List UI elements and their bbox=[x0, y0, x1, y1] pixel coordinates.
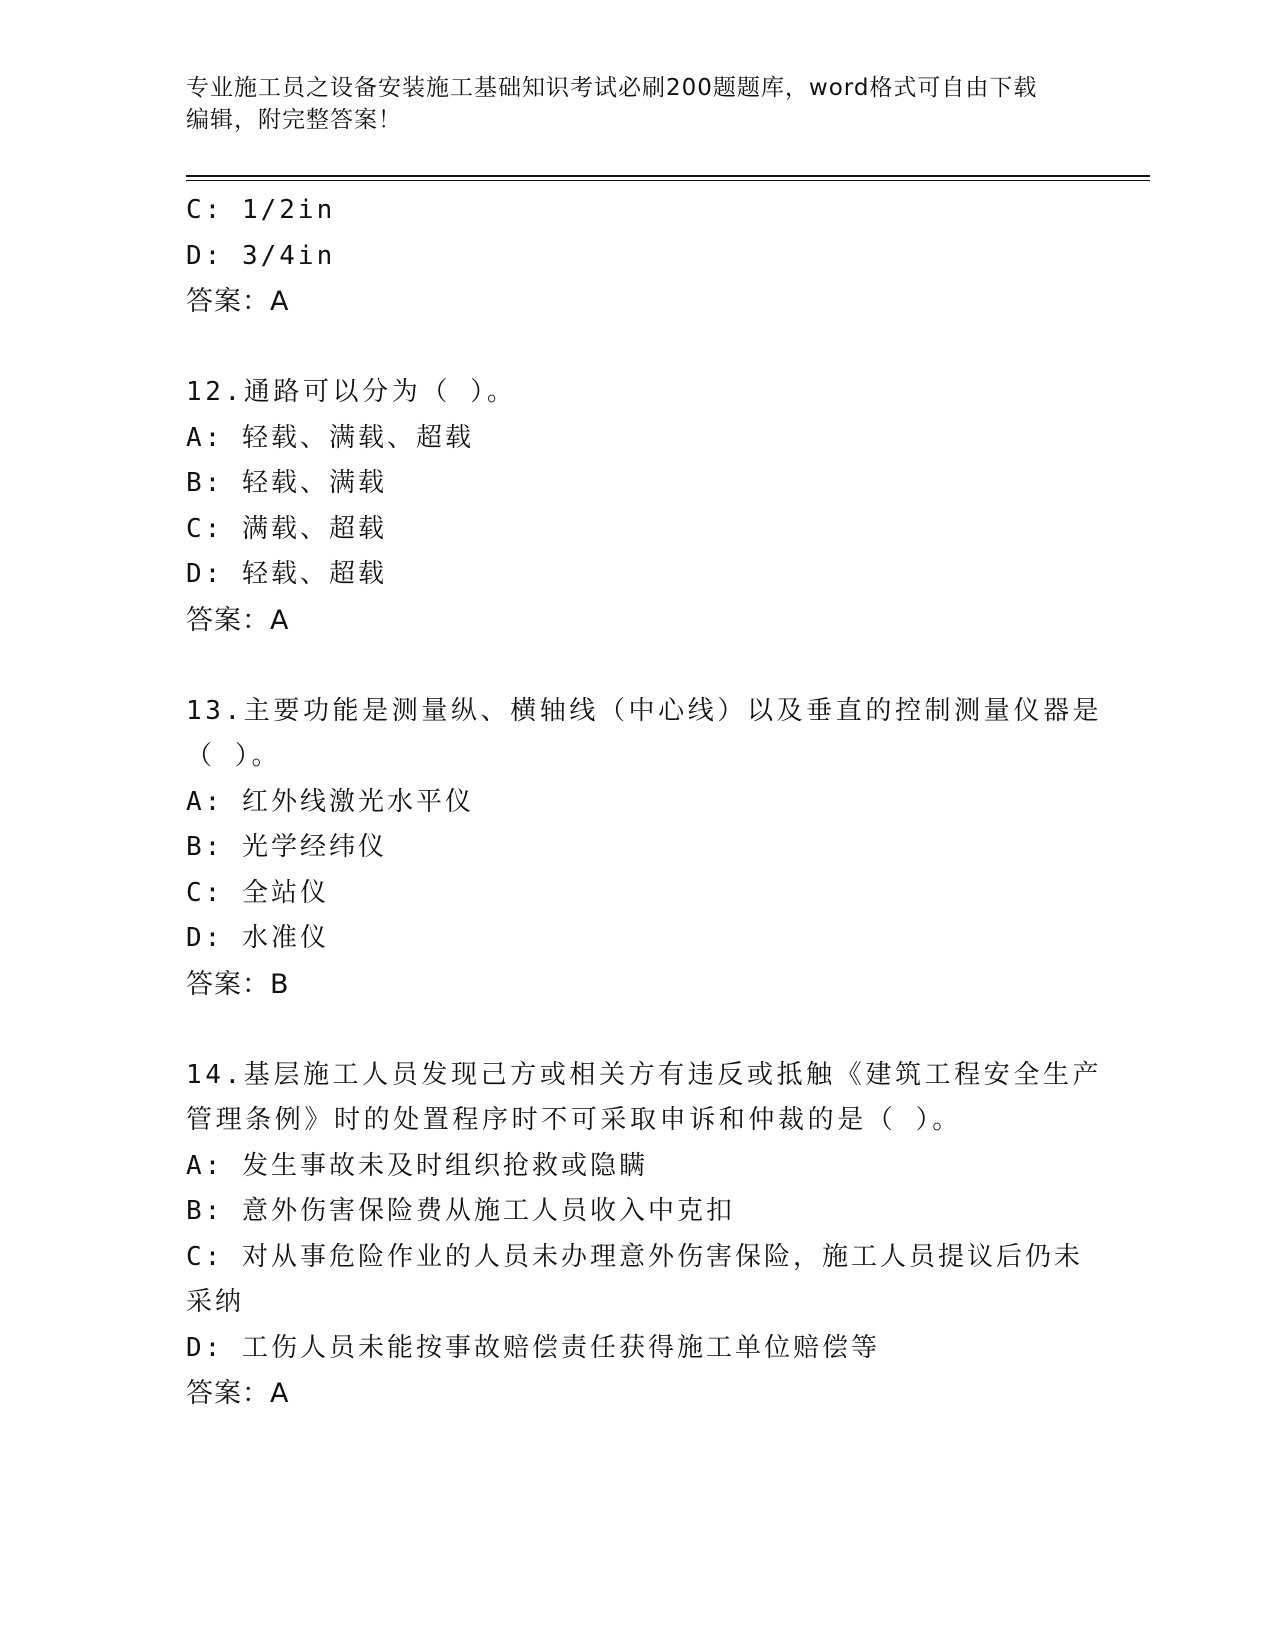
spacer bbox=[186, 643, 1106, 689]
option-c: C: 1/2in bbox=[186, 195, 336, 225]
question-stem: 13.主要功能是测量纵、横轴线（中心线）以及垂直的控制测量仪器是 bbox=[186, 695, 1103, 726]
question-list bbox=[186, 188, 1106, 1417]
question-stem-continued: （ ）。 bbox=[186, 741, 282, 771]
answer-line: 答案：A bbox=[186, 604, 290, 636]
question-13 bbox=[186, 689, 1106, 1008]
option-d: D: 工伤人员未能按事故赔偿责任获得施工单位赔偿等 bbox=[186, 1332, 880, 1363]
question-stem-continued: 管理条例》时的处置程序时不可采取申诉和仲裁的是（ ）。 bbox=[186, 1105, 962, 1135]
option-d: D: 3/4in bbox=[186, 240, 336, 271]
option-b: B: 光学经纬仪 bbox=[186, 832, 387, 862]
question-stem: 12.通路可以分为（ ）。 bbox=[186, 377, 517, 407]
spacer bbox=[186, 325, 1106, 371]
option-c: C: 对从事危险作业的人员未办理意外伤害保险，施工人员提议后仍未 bbox=[186, 1241, 1083, 1272]
answer-line: 答案：A bbox=[186, 286, 290, 317]
answer-line: 答案：A bbox=[186, 1378, 290, 1409]
option-c-continued: 采纳 bbox=[186, 1287, 245, 1317]
header-line-2: 编辑，附完整答案！ bbox=[186, 107, 402, 133]
option-b: B: 意外伤害保险费从施工人员收入中克扣 bbox=[186, 1196, 735, 1226]
option-c: C: 全站仪 bbox=[186, 877, 329, 908]
option-a: A: 发生事故未及时组织抢救或隐瞒 bbox=[186, 1150, 648, 1181]
option-d: D: 轻载、超载 bbox=[186, 559, 387, 589]
question-14 bbox=[186, 1053, 1106, 1417]
question-stem: 14.基层施工人员发现己方或相关方有违反或抵触《建筑工程安全生产 bbox=[186, 1059, 1103, 1090]
question-11-partial bbox=[186, 188, 1106, 325]
option-b: B: 轻载、满载 bbox=[186, 468, 387, 498]
option-a: A: 红外线激光水平仪 bbox=[186, 786, 474, 817]
option-d: D: 水准仪 bbox=[186, 923, 329, 953]
header-divider-thin bbox=[186, 180, 1150, 181]
option-a: A: 轻载、满载、超载 bbox=[186, 422, 474, 453]
header-divider-thick bbox=[186, 175, 1150, 177]
spacer bbox=[186, 1007, 1106, 1053]
answer-line: 答案：B bbox=[186, 968, 290, 1000]
option-c: C: 满载、超载 bbox=[186, 513, 387, 544]
header-line-1: 专业施工员之设备安装施工基础知识考试必刷200题题库，word格式可自由下载 bbox=[186, 75, 1038, 101]
document-header bbox=[186, 72, 1066, 136]
question-12 bbox=[186, 370, 1106, 643]
